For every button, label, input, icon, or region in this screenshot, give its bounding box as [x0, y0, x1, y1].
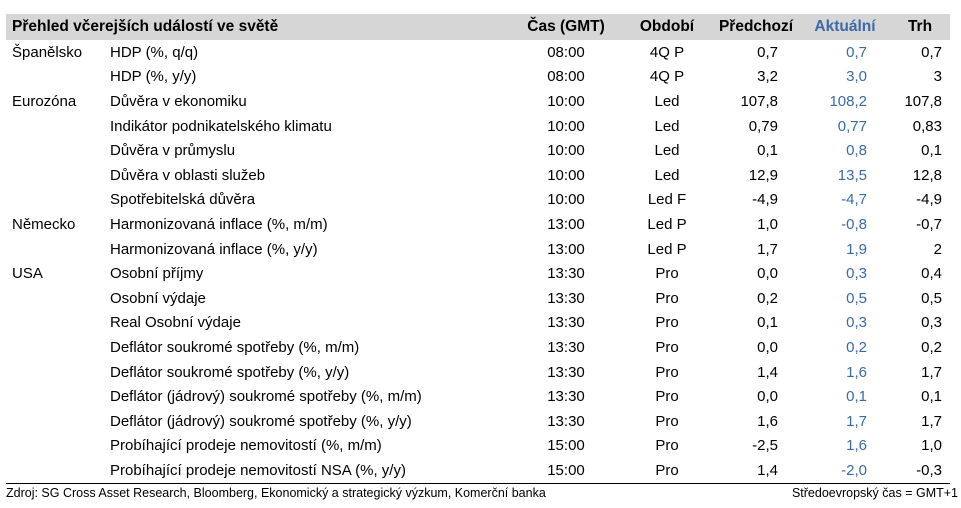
previous-value-cell: 0,0 [757, 338, 778, 356]
table-row [6, 163, 950, 188]
actual-value-cell: 3,0 [846, 68, 867, 86]
table-row [6, 458, 950, 483]
indicator-cell: Probíhající prodeje nemovitostí (%, m/m) [110, 437, 382, 455]
table-row [6, 434, 950, 459]
market-value-cell: 12,8 [912, 166, 942, 184]
time-cell: 10:00 [547, 117, 585, 135]
table-row [6, 40, 950, 65]
actual-value-cell: 0,5 [846, 289, 867, 307]
table-row [6, 237, 950, 262]
market-value-cell: 0,7 [921, 43, 942, 61]
indicator-cell: Spotřebitelská důvěra [110, 191, 256, 209]
time-cell: 15:00 [510, 458, 622, 483]
table-row [6, 212, 950, 237]
period-cell: Led [654, 117, 680, 135]
previous-value-cell: -4,9 [752, 191, 778, 209]
previous-value-cell: 12,9 [748, 166, 778, 184]
period-cell: Pro [655, 289, 679, 307]
market-value-cell: 107,8 [904, 92, 942, 110]
actual-value-cell: 0,7 [846, 43, 867, 61]
indicator-cell: Probíhající prodeje nemovitostí NSA (%, y/y) [110, 458, 510, 483]
time-cell: 08:00 [547, 43, 585, 61]
table-row [6, 188, 950, 213]
actual-value-cell: 0,3 [846, 265, 867, 283]
previous-value-cell: 0,1 [757, 142, 778, 160]
actual-value-cell: 1,7 [846, 412, 867, 430]
actual-value-cell: 0,8 [846, 142, 867, 160]
time-cell: 13:30 [547, 338, 585, 356]
previous-value-cell: 0,2 [757, 289, 778, 307]
actual-value-cell: -4,7 [841, 191, 867, 209]
country-cell: Eurozóna [12, 92, 77, 110]
country-cell [6, 163, 110, 188]
previous-value-cell: 0,0 [757, 388, 778, 406]
country-cell [6, 114, 110, 139]
country-cell [6, 360, 110, 385]
column-header-actual: Aktuální [814, 18, 876, 35]
table-row [6, 286, 950, 311]
country-cell [6, 409, 110, 434]
actual-value-cell: 0,2 [846, 338, 867, 356]
indicator-cell: Deflátor soukromé spotřeby (%, y/y) [110, 363, 350, 381]
column-header-previous: Předchozí [718, 18, 794, 35]
time-cell: 13:00 [547, 215, 585, 233]
period-cell: Pro [655, 363, 679, 381]
indicator-cell: HDP (%, q/q) [110, 43, 199, 61]
previous-value-cell: 1,7 [757, 240, 778, 258]
period-cell: Pro [655, 437, 679, 455]
indicator-cell: Důvěra v oblasti služeb [110, 166, 266, 184]
indicator-cell: Osobní příjmy [110, 265, 204, 283]
period-cell: Pro [655, 314, 679, 332]
market-value-cell: -0,3 [890, 458, 950, 483]
period-cell: 4Q P [649, 68, 685, 86]
market-value-cell: 2 [933, 240, 942, 258]
table-title: Přehled včerejších událostí ve světě [12, 18, 279, 35]
country-cell: Německo [12, 215, 76, 233]
country-cell [6, 335, 110, 360]
source-note: Zdroj: SG Cross Asset Research, Bloomberg, Ekonomický a strategický výzkum, Komerční banka [6, 486, 546, 500]
country-cell [6, 237, 110, 262]
period-cell: Led [654, 166, 680, 184]
table-row [6, 65, 950, 90]
market-value-cell: 0,4 [921, 265, 942, 283]
previous-value-cell: 0,1 [757, 314, 778, 332]
indicator-cell: Důvěra v ekonomiku [110, 92, 247, 110]
indicator-cell: Deflátor (jádrový) soukromé spotřeby (%, y/y) [110, 412, 412, 430]
time-cell: 10:00 [547, 191, 585, 209]
time-cell: 13:30 [547, 412, 585, 430]
period-cell: Pro [655, 412, 679, 430]
indicator-cell: Důvěra v průmyslu [110, 142, 236, 160]
table-row [6, 384, 950, 409]
indicator-cell: Osobní výdaje [110, 289, 206, 307]
actual-value-cell: 0,3 [846, 314, 867, 332]
actual-value-cell: 108,2 [829, 92, 867, 110]
market-value-cell: 3 [933, 68, 942, 86]
country-cell [6, 286, 110, 311]
time-cell: 13:30 [547, 388, 585, 406]
table-row [6, 409, 950, 434]
country-cell [6, 188, 110, 213]
previous-value-cell: 1,4 [712, 458, 800, 483]
country-cell [6, 65, 110, 90]
period-cell: Pro [655, 265, 679, 283]
actual-value-cell: 13,5 [837, 166, 867, 184]
time-cell: 13:30 [547, 289, 585, 307]
indicator-cell: Harmonizovaná inflace (%, y/y) [110, 240, 318, 258]
actual-value-cell: 0,1 [846, 388, 867, 406]
previous-value-cell: 0,7 [757, 43, 778, 61]
indicator-cell: Deflátor (jádrový) soukromé spotřeby (%, m/m) [110, 388, 422, 406]
market-value-cell: 0,5 [921, 289, 942, 307]
market-value-cell: 0,83 [912, 117, 942, 135]
country-cell [6, 434, 110, 459]
table-row [6, 311, 950, 336]
market-value-cell: 0,1 [921, 388, 942, 406]
table-row [6, 261, 950, 286]
previous-value-cell: 1,6 [757, 412, 778, 430]
actual-value-cell: -2,0 [800, 458, 890, 483]
period-cell: Led [654, 92, 680, 110]
market-value-cell: 0,2 [921, 338, 942, 356]
previous-value-cell: 0,0 [757, 265, 778, 283]
table-row [6, 89, 950, 114]
period-cell: Led [654, 142, 680, 160]
country-cell [6, 458, 110, 483]
previous-value-cell: 1,0 [757, 215, 778, 233]
table-row [6, 114, 950, 139]
market-value-cell: 1,0 [921, 437, 942, 455]
previous-value-cell: 107,8 [740, 92, 778, 110]
period-cell: 4Q P [649, 43, 685, 61]
country-cell [6, 384, 110, 409]
column-header-period: Období [639, 18, 695, 35]
time-cell: 08:00 [547, 68, 585, 86]
actual-value-cell: -0,8 [841, 215, 867, 233]
time-cell: 10:00 [547, 92, 585, 110]
table-row [6, 360, 950, 385]
market-value-cell: 0,3 [921, 314, 942, 332]
previous-value-cell: 3,2 [757, 68, 778, 86]
time-cell: 13:00 [547, 240, 585, 258]
period-cell: Pro [655, 388, 679, 406]
time-cell: 15:00 [547, 437, 585, 455]
actual-value-cell: 0,77 [837, 117, 867, 135]
previous-value-cell: 0,79 [748, 117, 778, 135]
market-value-cell: -4,9 [916, 191, 942, 209]
previous-value-cell: 1,4 [757, 363, 778, 381]
country-cell: USA [12, 265, 43, 283]
time-cell: 13:30 [547, 363, 585, 381]
actual-value-cell: 1,6 [846, 437, 867, 455]
period-cell: Pro [655, 338, 679, 356]
period-cell: Led P [647, 240, 687, 258]
market-value-cell: 0,1 [921, 142, 942, 160]
time-cell: 10:00 [547, 142, 585, 160]
actual-value-cell: 1,9 [846, 240, 867, 258]
market-value-cell: 1,7 [921, 412, 942, 430]
table-row [6, 335, 950, 360]
indicator-cell: Harmonizovaná inflace (%, m/m) [110, 215, 328, 233]
time-cell: 13:30 [547, 314, 585, 332]
column-header-market: Trh [907, 18, 933, 35]
period-cell: Led P [647, 215, 687, 233]
country-cell [6, 311, 110, 336]
indicator-cell: Indikátor podnikatelského klimatu [110, 117, 332, 135]
time-cell: 10:00 [547, 166, 585, 184]
column-header-time: Čas (GMT) [527, 18, 605, 35]
table-row [6, 138, 950, 163]
country-cell: Španělsko [12, 43, 83, 61]
time-cell: 13:30 [547, 265, 585, 283]
indicator-cell: HDP (%, y/y) [110, 68, 197, 86]
period-cell: Led F [647, 191, 687, 209]
table-header-row [6, 14, 950, 40]
previous-value-cell: -2,5 [752, 437, 778, 455]
indicator-cell: Deflátor soukromé spotřeby (%, m/m) [110, 338, 360, 356]
indicator-cell: Real Osobní výdaje [110, 314, 241, 332]
period-cell: Pro [622, 458, 712, 483]
timezone-note: Středoevropský čas = GMT+1 [791, 486, 958, 500]
actual-value-cell: 1,6 [846, 363, 867, 381]
country-cell [6, 138, 110, 163]
market-value-cell: -0,7 [916, 215, 942, 233]
market-value-cell: 1,7 [921, 363, 942, 381]
events-table [6, 14, 950, 484]
